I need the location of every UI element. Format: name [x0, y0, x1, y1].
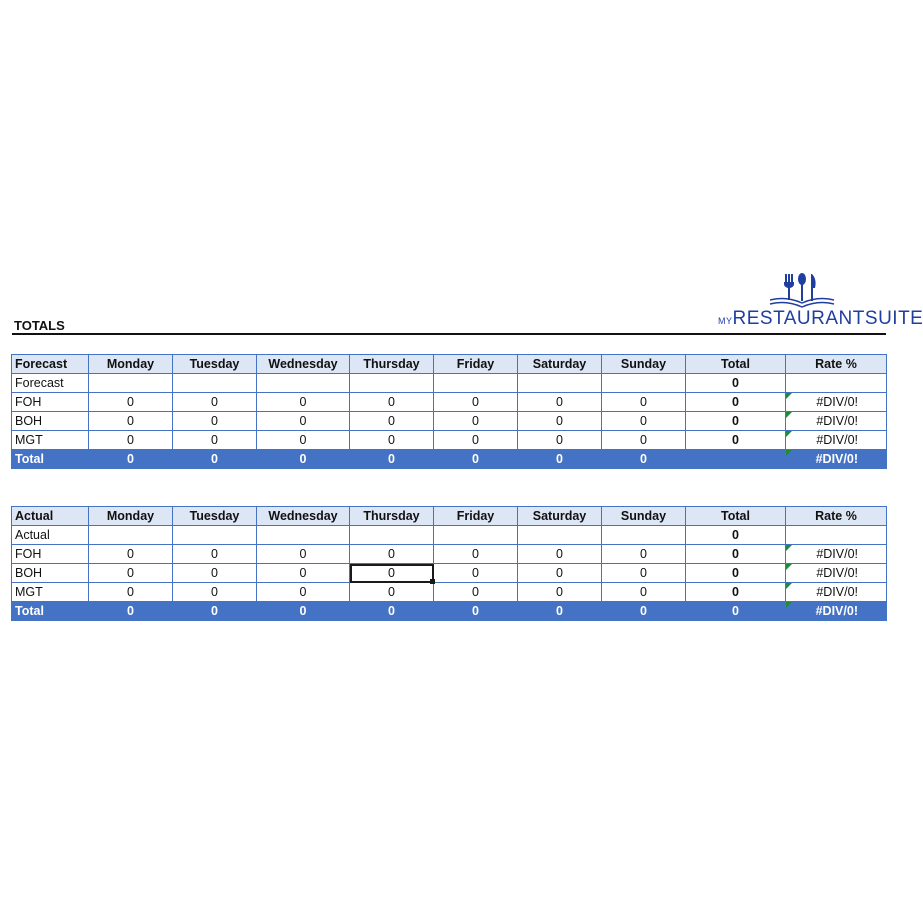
- value-cell[interactable]: 0: [173, 583, 257, 602]
- value-cell[interactable]: 0: [518, 564, 602, 583]
- actual-table: [11, 506, 887, 621]
- rate-cell[interactable]: [786, 564, 887, 583]
- total-row: [12, 450, 887, 469]
- rate-value: #DIV/0!: [816, 433, 858, 447]
- value-cell[interactable]: 0: [518, 393, 602, 412]
- table-row: [12, 431, 887, 450]
- rate-cell[interactable]: [786, 583, 887, 602]
- table-header-row: [12, 507, 887, 526]
- value-cell[interactable]: 0: [350, 602, 434, 621]
- cell-value: 0: [388, 566, 395, 580]
- empty-cell[interactable]: [350, 374, 434, 393]
- header-cell-monday[interactable]: Monday: [89, 507, 173, 526]
- value-cell[interactable]: 0: [257, 583, 350, 602]
- row-label-cell[interactable]: Actual: [12, 526, 89, 545]
- value-cell[interactable]: 0: [350, 393, 434, 412]
- header-cell-sunday[interactable]: Sunday: [602, 355, 686, 374]
- header-cell-wednesday[interactable]: Wednesday: [257, 355, 350, 374]
- value-cell[interactable]: 0: [434, 450, 518, 469]
- value-cell[interactable]: 0: [434, 583, 518, 602]
- empty-cell[interactable]: [257, 526, 350, 545]
- value-cell[interactable]: 0: [173, 393, 257, 412]
- header-cell-thursday[interactable]: Thursday: [350, 507, 434, 526]
- rate-cell[interactable]: [786, 393, 887, 412]
- total-cell[interactable]: 0: [686, 393, 786, 412]
- total-cell[interactable]: 0: [686, 583, 786, 602]
- header-cell-section[interactable]: Forecast: [12, 355, 89, 374]
- value-cell[interactable]: 0: [89, 393, 173, 412]
- title-divider: [12, 333, 886, 335]
- value-cell[interactable]: 0: [434, 431, 518, 450]
- brand-logo: [718, 270, 923, 332]
- error-indicator-icon: [786, 393, 792, 399]
- header-cell-saturday[interactable]: Saturday: [518, 355, 602, 374]
- value-cell[interactable]: 0: [518, 583, 602, 602]
- value-cell[interactable]: 0: [257, 412, 350, 431]
- total-cell[interactable]: 0: [686, 431, 786, 450]
- value-cell[interactable]: 0: [602, 602, 686, 621]
- header-cell-rate[interactable]: Rate %: [786, 507, 887, 526]
- empty-cell[interactable]: [173, 374, 257, 393]
- row-label-cell[interactable]: BOH: [12, 564, 89, 583]
- rate-cell[interactable]: [786, 602, 887, 621]
- header-cell-rate[interactable]: Rate %: [786, 355, 887, 374]
- empty-cell[interactable]: [602, 526, 686, 545]
- value-cell[interactable]: 0: [434, 393, 518, 412]
- empty-cell[interactable]: [602, 374, 686, 393]
- empty-cell[interactable]: [350, 526, 434, 545]
- table-row: [12, 374, 887, 393]
- value-cell[interactable]: 0: [518, 545, 602, 564]
- value-cell[interactable]: 0: [518, 602, 602, 621]
- value-cell[interactable]: 0: [89, 602, 173, 621]
- table-row: [12, 412, 887, 431]
- header-cell-section[interactable]: Actual: [12, 507, 89, 526]
- header-cell-sunday[interactable]: Sunday: [602, 507, 686, 526]
- value-cell[interactable]: 0: [518, 412, 602, 431]
- brand-main: RESTAURANT: [732, 308, 865, 329]
- value-cell[interactable]: 0: [518, 450, 602, 469]
- brand-suffix: SUITE: [864, 308, 923, 329]
- value-cell[interactable]: 0: [257, 545, 350, 564]
- brand-wordmark: [718, 308, 923, 330]
- rate-cell[interactable]: [786, 431, 887, 450]
- header-cell-thursday[interactable]: Thursday: [350, 355, 434, 374]
- row-label-cell[interactable]: Total: [12, 450, 89, 469]
- header-cell-saturday[interactable]: Saturday: [518, 507, 602, 526]
- selected-value-cell[interactable]: [350, 564, 434, 583]
- header-cell-tuesday[interactable]: Tuesday: [173, 507, 257, 526]
- value-cell[interactable]: 0: [350, 545, 434, 564]
- empty-cell[interactable]: [89, 374, 173, 393]
- value-cell[interactable]: 0: [173, 564, 257, 583]
- error-indicator-icon: [786, 583, 792, 589]
- empty-cell[interactable]: [434, 526, 518, 545]
- value-cell[interactable]: 0: [602, 431, 686, 450]
- total-cell[interactable]: 0: [686, 602, 786, 621]
- rate-value: #DIV/0!: [816, 414, 858, 428]
- value-cell[interactable]: 0: [173, 431, 257, 450]
- rate-value: #DIV/0!: [816, 547, 858, 561]
- value-cell[interactable]: 0: [602, 450, 686, 469]
- value-cell[interactable]: 0: [257, 564, 350, 583]
- row-label-cell[interactable]: FOH: [12, 545, 89, 564]
- value-cell[interactable]: 0: [350, 431, 434, 450]
- value-cell[interactable]: 0: [89, 412, 173, 431]
- brand-prefix: MY: [718, 316, 733, 326]
- table-header-row: [12, 355, 887, 374]
- value-cell[interactable]: 0: [89, 545, 173, 564]
- value-cell[interactable]: 0: [434, 545, 518, 564]
- value-cell[interactable]: 0: [350, 412, 434, 431]
- rate-value: #DIV/0!: [815, 604, 858, 618]
- value-cell[interactable]: 0: [257, 393, 350, 412]
- value-cell[interactable]: 0: [602, 583, 686, 602]
- rate-cell[interactable]: [786, 450, 887, 469]
- value-cell[interactable]: 0: [434, 412, 518, 431]
- value-cell[interactable]: 0: [89, 450, 173, 469]
- value-cell[interactable]: 0: [350, 450, 434, 469]
- rate-cell[interactable]: [786, 412, 887, 431]
- total-cell[interactable]: 0: [686, 564, 786, 583]
- row-label-cell[interactable]: MGT: [12, 583, 89, 602]
- empty-cell[interactable]: [257, 374, 350, 393]
- value-cell[interactable]: 0: [602, 412, 686, 431]
- value-cell[interactable]: 0: [518, 431, 602, 450]
- header-cell-friday[interactable]: Friday: [434, 355, 518, 374]
- rate-cell[interactable]: [786, 545, 887, 564]
- value-cell[interactable]: 0: [434, 602, 518, 621]
- table-row: [12, 393, 887, 412]
- page-title: TOTALS: [14, 318, 65, 333]
- row-label-cell[interactable]: MGT: [12, 431, 89, 450]
- row-label-cell[interactable]: FOH: [12, 393, 89, 412]
- total-cell[interactable]: 0: [686, 374, 786, 393]
- value-cell[interactable]: 0: [602, 545, 686, 564]
- error-indicator-icon: [786, 602, 792, 608]
- header-cell-tuesday[interactable]: Tuesday: [173, 355, 257, 374]
- row-label-cell[interactable]: Total: [12, 602, 89, 621]
- rate-value: #DIV/0!: [816, 585, 858, 599]
- value-cell[interactable]: 0: [602, 564, 686, 583]
- empty-cell[interactable]: [786, 374, 887, 393]
- empty-cell[interactable]: [89, 526, 173, 545]
- empty-cell[interactable]: [518, 374, 602, 393]
- value-cell[interactable]: 0: [89, 564, 173, 583]
- fork-spoon-knife-icon: [768, 270, 838, 310]
- error-indicator-icon: [786, 412, 792, 418]
- rate-value: #DIV/0!: [816, 566, 858, 580]
- table-row: [12, 564, 887, 583]
- value-cell[interactable]: 0: [89, 431, 173, 450]
- value-cell[interactable]: 0: [173, 412, 257, 431]
- rate-value: #DIV/0!: [816, 395, 858, 409]
- rate-value: #DIV/0!: [815, 452, 858, 466]
- value-cell[interactable]: 0: [89, 583, 173, 602]
- value-cell[interactable]: 0: [434, 564, 518, 583]
- total-cell[interactable]: 0: [686, 412, 786, 431]
- header-cell-total[interactable]: Total: [686, 355, 786, 374]
- value-cell[interactable]: 0: [173, 450, 257, 469]
- header-cell-total[interactable]: Total: [686, 507, 786, 526]
- header-cell-friday[interactable]: Friday: [434, 507, 518, 526]
- forecast-table: [11, 354, 887, 469]
- total-cell[interactable]: 0: [686, 526, 786, 545]
- error-indicator-icon: [786, 431, 792, 437]
- value-cell[interactable]: 0: [602, 393, 686, 412]
- value-cell[interactable]: 0: [350, 583, 434, 602]
- row-label-cell[interactable]: BOH: [12, 412, 89, 431]
- header-cell-monday[interactable]: Monday: [89, 355, 173, 374]
- error-indicator-icon: [786, 564, 792, 570]
- table-row: [12, 583, 887, 602]
- total-row: [12, 602, 887, 621]
- error-indicator-icon: [786, 545, 792, 551]
- header-cell-wednesday[interactable]: Wednesday: [257, 507, 350, 526]
- empty-cell[interactable]: [786, 526, 887, 545]
- table-row: [12, 545, 887, 564]
- value-cell[interactable]: 0: [257, 602, 350, 621]
- value-cell[interactable]: 0: [257, 431, 350, 450]
- value-cell[interactable]: 0: [257, 450, 350, 469]
- value-cell[interactable]: 0: [173, 602, 257, 621]
- empty-cell[interactable]: [518, 526, 602, 545]
- total-cell[interactable]: 0: [686, 545, 786, 564]
- empty-cell[interactable]: [173, 526, 257, 545]
- error-indicator-icon: [786, 450, 792, 456]
- table-row: [12, 526, 887, 545]
- empty-cell[interactable]: [434, 374, 518, 393]
- total-cell[interactable]: [686, 450, 786, 469]
- value-cell[interactable]: 0: [173, 545, 257, 564]
- row-label-cell[interactable]: Forecast: [12, 374, 89, 393]
